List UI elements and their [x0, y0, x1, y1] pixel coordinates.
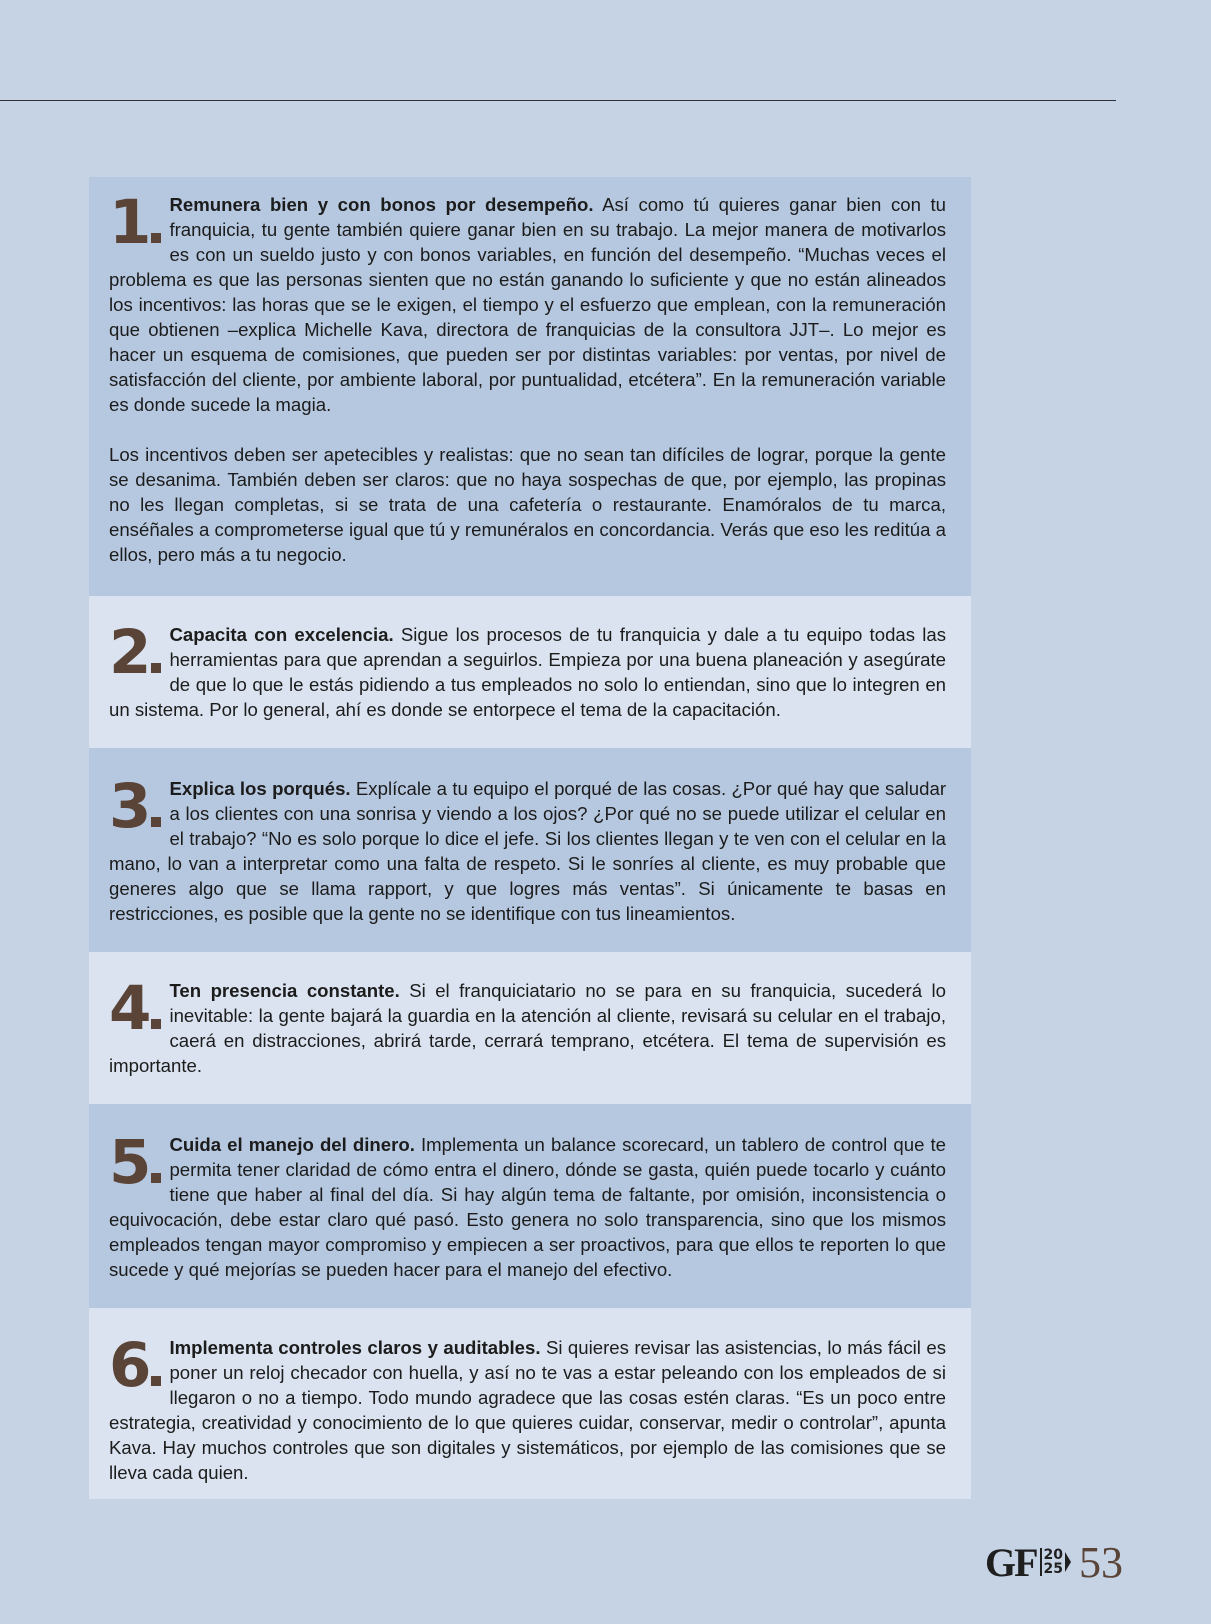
year-mark [1037, 1548, 1079, 1576]
list-item-2 [89, 596, 971, 748]
item-number: 4 [109, 984, 161, 1034]
item-number: 3 [109, 782, 161, 832]
item-lead: Capacita con excelencia. [169, 624, 394, 645]
item-lead: Cuida el manejo del dinero. [169, 1134, 415, 1155]
item-paragraph [109, 978, 946, 1078]
item-paragraph [109, 1132, 946, 1282]
item-number: 1 [109, 198, 161, 248]
item-text: Explícale a tu equipo el porqué de las cosas. ¿Por qué hay que saludar a los clientes con una sonrisa y viendo a los ojos? ¿Por qué no se puede utilizar el celular en el trabajo? “No es solo porque lo dice el jefe. Si los clientes llegan y te ven con el celular en la mano, lo van a interpretar como una falta de respeto. Si le sonríes al cliente, es muy probable que generes algo que se llama rapport, y que logres más ventas”. Si únicamente te basas en restricciones, es posible que la gente no se identifique con tus lineamientos. [109, 778, 947, 924]
page-number: 53 [1079, 1537, 1123, 1587]
list-item-1 [89, 177, 971, 596]
item-number: 2 [109, 628, 161, 678]
item-text: Sigue los procesos de tu franquicia y dale a tu equipo todas las herramientas para que aprendan a seguirlos. Empieza por una buena planeación y asegúrate de que lo que le estás pidiendo a tus empleados no solo lo entiendan, sino que lo integren en un sistema. Por lo general, ahí es donde se entorpece el tema de la capacitación. [109, 624, 946, 720]
list-item-4 [89, 952, 971, 1104]
item-lead: Explica los porqués. [169, 778, 351, 799]
list-item-5 [89, 1104, 971, 1308]
item-paragraph [109, 192, 946, 417]
item-number: 5 [109, 1138, 161, 1188]
year-bottom: 25 [1043, 1561, 1063, 1577]
item-lead: Ten presencia constante. [169, 980, 400, 1001]
item-text: Así como tú quieres ganar bien con tu franquicia, tu gente también quiere ganar bien en su trabajo. La mejor manera de motivarlos es con un sueldo justo y con bonos variables, en función del desempeño. “Muchas veces el problema es que las personas sienten que no están ganando lo suficiente y que no están alineados los incentivos: las horas que se le exigen, el tiempo y el esfuerzo que emplean, con la remuneración que obtienen –explica Michelle Kava, directora de franquicias de la consultora JJT–. Lo mejor es hacer un esquema de comisiones, que pueden ser por distintas variables: por ventas, por nivel de satisfacción del cliente, por ambiente laboral, por puntualidad, etcétera”. En la remuneración variable es donde sucede la magia. [109, 194, 946, 415]
item-text: Si el franquiciatario no se para en su franquicia, sucederá lo inevitable: la gente bajará la guardia en la atención al cliente, revisará su celular en el trabajo, caerá en distracciones, abrirá tarde, cerrará temprano, etcétera. El tema de supervisión es importante. [109, 980, 946, 1076]
item-paragraph [109, 622, 946, 722]
year-arrow-icon [1065, 1552, 1071, 1572]
numbered-list [89, 177, 971, 1499]
top-rule [0, 100, 1116, 101]
item-paragraph [109, 1335, 946, 1485]
list-item-3 [89, 748, 971, 952]
item-extra-paragraph: Los incentivos deben ser apetecibles y realistas: que no sean tan difíciles de lograr, porque la gente se desanima. También deben ser claros: que no haya sospechas de que, por ejemplo, las propinas no les llegan completas, si se trata de una cafetería o restaurante. Enamóralos de tu marca, enséñales a comprometerse igual que tú y remunéralos en concordancia. Verás que eso les reditúa a ellos, pero más a tu negocio. [109, 444, 946, 565]
item-text: Si quieres revisar las asistencias, lo más fácil es poner un reloj checador con huella, y así no te vas a estar peleando con los empleados de si llegaron o no a tiempo. Todo mundo agradece que las cosas estén claras. “Es un poco entre estrategia, creatividad y conocimiento de lo que quieres cuidar, conservar, medir o controlar”, apunta Kava. Hay muchos controles que son digitales y sistemáticos, por ejemplo de las comisiones que se lleva cada quien. [109, 1337, 946, 1483]
item-lead: Remunera bien y con bonos por desempeño. [169, 194, 594, 215]
item-number: 6 [109, 1341, 161, 1391]
list-item-6 [89, 1308, 971, 1499]
page-footer [985, 1538, 1123, 1586]
item-paragraph [109, 776, 946, 926]
magazine-logo: GF [984, 1539, 1037, 1585]
year-top: 20 [1043, 1547, 1063, 1563]
item-text: Implementa un balance scorecard, un tablero de control que te permita tener claridad de cómo entra el dinero, dónde se gasta, quién puede tocarlo y cuánto tiene que haber al final del día. Si hay algún tema de faltante, por omisión, inconsistencia o equivocación, debe estar claro qué pasó. Esto genera no solo transparencia, sino que los mismos empleados tengan mayor compromiso y empiecen a ser proactivos, para que ellos te reporten lo que sucede y qué mejorías se pueden hacer para el manejo del efectivo. [109, 1134, 946, 1280]
item-lead: Implementa controles claros y auditables. [169, 1337, 541, 1358]
